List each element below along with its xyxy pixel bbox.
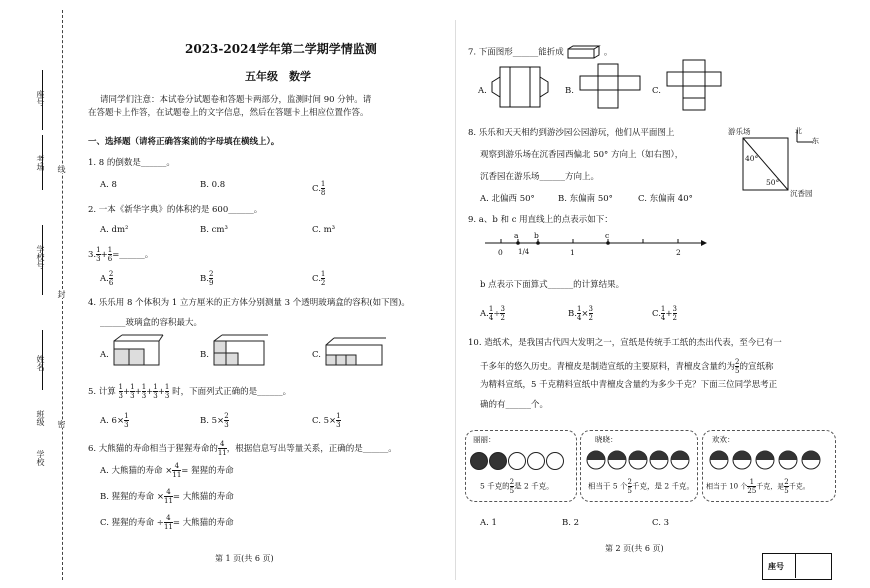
q5-stem: 5. 计算 $\frac{1}{3}$ + $\frac{1}{3}$ + $\frac{1}{3}$ + $\frac{1}{3}$ + $\frac{1}{3}$ 时，下面列式正确的是______。 xyxy=(88,383,292,400)
numerator: 1 xyxy=(320,270,326,278)
q4-option-c: C. xyxy=(312,350,321,360)
fraction xyxy=(164,488,173,505)
fraction xyxy=(209,270,213,287)
angle-40-label: 40° xyxy=(745,154,759,163)
option-text: = 大熊猫的寿命 xyxy=(172,518,234,528)
text: 相当于 10 个 xyxy=(706,482,748,491)
fraction xyxy=(321,270,325,287)
q4-option-b: B. xyxy=(200,350,209,360)
underline xyxy=(42,70,43,130)
point-c-label: c xyxy=(605,231,610,240)
numerator: 2 xyxy=(627,478,633,486)
q10-option-a: A. 1 xyxy=(480,518,497,528)
seat-number-label: 座号 xyxy=(36,90,45,106)
numerator: 1 xyxy=(107,246,113,254)
paper-circle xyxy=(489,452,507,470)
q6-tail: ，根据信息写出等量关系，正确的是______。 xyxy=(226,444,397,454)
q3-stem xyxy=(88,246,153,263)
q5-tail: 时，下面列式正确的是______。 xyxy=(172,387,292,397)
student-id-label: 学校号 xyxy=(36,245,45,269)
numerator: 1 xyxy=(488,305,494,313)
student-lili-name: 丽丽： xyxy=(473,435,496,444)
denominator: 5 xyxy=(509,487,515,495)
numerator: 1 xyxy=(660,305,666,313)
numerator: 1 xyxy=(320,180,326,188)
q10-stem-line-1: 10. 造纸术，是我国古代四大发明之一，宣纸是传统手工纸的杰出代表，至今已有一 xyxy=(468,338,782,348)
student-huanhuan-text xyxy=(706,478,810,495)
denominator: 8 xyxy=(320,189,326,197)
tick-1-label: 1 xyxy=(570,248,575,257)
denominator: 5 xyxy=(627,487,633,495)
denominator: 9 xyxy=(208,279,214,287)
q5-lead: 5. 计算 xyxy=(88,387,116,397)
q6-lead: 6. 大熊猫的寿命相当于猩猩寿命的 xyxy=(88,444,218,454)
fraction xyxy=(673,305,677,322)
q2-option-c: C. m³ xyxy=(312,225,336,235)
q1-option-a: A. 8 xyxy=(100,180,117,190)
numerator: 1 xyxy=(118,383,123,391)
text: 相当于 5 个 xyxy=(588,481,628,491)
q1-option-b: B. 0.8 xyxy=(200,180,226,190)
net-b-figure xyxy=(578,62,643,112)
denominator: 6 xyxy=(107,255,113,263)
name-label: 姓名 xyxy=(36,355,45,371)
denominator: 25 xyxy=(747,487,757,495)
tick-0-label: 0 xyxy=(498,248,503,257)
operator: + xyxy=(665,309,673,319)
numerator: 1 xyxy=(164,383,170,391)
denominator: 11 xyxy=(163,497,173,505)
angle-50-label: 50° xyxy=(766,178,780,187)
denominator: 3 xyxy=(164,392,170,400)
denominator: 5 xyxy=(735,367,740,375)
option-label: C. xyxy=(652,309,661,319)
numerator: 2 xyxy=(509,478,515,486)
denominator: 2 xyxy=(672,314,677,322)
seal-text-seal: 封 xyxy=(57,290,66,298)
q9-option-c xyxy=(652,305,677,322)
exam-room-label: 考场 xyxy=(36,155,45,171)
text: 是 2 千克。 xyxy=(514,481,554,491)
q8-option-b: B. 东偏南 50° xyxy=(558,194,613,204)
q8-option-a: A. 北偏西 50° xyxy=(480,194,535,204)
numerator: 1 xyxy=(130,383,135,391)
numerator: 1 xyxy=(336,412,341,420)
numerator: 2 xyxy=(224,412,229,420)
fraction xyxy=(172,462,181,479)
seal-text-secret: 密 xyxy=(57,420,66,428)
numerator: 1 xyxy=(747,478,756,487)
q10-stem-line-4: 确的有______个。 xyxy=(480,400,549,410)
cuboid-icon xyxy=(567,45,601,59)
paper-circle xyxy=(470,452,488,470)
q6-option-b xyxy=(100,488,234,505)
text: 千克。 xyxy=(788,482,810,491)
class-label: 班级 xyxy=(36,410,45,426)
denominator: 3 xyxy=(141,392,147,400)
denominator: 3 xyxy=(153,392,158,400)
q6-option-a xyxy=(100,462,234,479)
underline xyxy=(42,135,43,190)
q6-option-c xyxy=(100,514,234,531)
numerator: 3 xyxy=(672,305,677,313)
fraction xyxy=(321,180,325,197)
east-label: 东 xyxy=(812,137,819,145)
q2-stem: 2. 一本《新华字典》的体积约是 600______。 xyxy=(88,205,263,215)
denominator: 3 xyxy=(96,255,101,263)
option-label: B. xyxy=(568,309,577,319)
fraction xyxy=(130,383,134,400)
section-heading: 一、选择题（请将正确答案前的字母填在横线上）。 xyxy=(88,137,280,147)
numerator: 1 xyxy=(141,383,147,391)
fraction xyxy=(218,440,227,457)
numerator: 2 xyxy=(208,270,214,278)
operator: ÷ xyxy=(493,309,501,319)
student-lili-text xyxy=(480,478,554,495)
option-label: A. xyxy=(100,274,109,284)
page-footer-right: 第 2 页(共 6 页) xyxy=(605,544,664,553)
denominator: 6 xyxy=(108,279,114,287)
denominator: 5 xyxy=(784,487,789,495)
q5-option-c xyxy=(312,412,341,429)
q3-option-c xyxy=(312,270,325,287)
q10-line2-tail: 的宣纸称 xyxy=(739,362,774,372)
page-divider xyxy=(455,20,456,580)
student-huanhuan-name: 欢欢： xyxy=(712,435,735,444)
numerator: 3 xyxy=(588,305,594,313)
option-text: = 大熊猫的寿命 xyxy=(172,492,234,502)
q10-option-b: B. 2 xyxy=(562,518,580,528)
q9-stem-line-2: b 点表示下面算式______的计算结果。 xyxy=(480,280,625,290)
fraction xyxy=(165,383,169,400)
denominator: 4 xyxy=(660,314,666,322)
point-b-label: b xyxy=(534,231,539,240)
tick-2-label: 2 xyxy=(676,248,681,257)
school-label: 学校 xyxy=(36,450,45,466)
numerator: 4 xyxy=(164,514,173,523)
north-label: 北 xyxy=(795,127,802,135)
map-amusement-park-label: 游乐场 xyxy=(728,127,751,136)
plus-sign: + xyxy=(100,250,108,260)
net-a-figure xyxy=(490,62,550,112)
option-text: A. 大熊猫的寿命 × xyxy=(100,466,173,476)
fraction xyxy=(224,412,228,429)
fraction xyxy=(500,305,504,322)
q9-option-b xyxy=(568,305,593,322)
q8-stem-line-1: 8. 乐乐和天天相约到游沙园公园游玩，他们从平面图上 xyxy=(468,128,675,138)
fraction xyxy=(747,478,756,495)
q5-option-a xyxy=(100,412,129,429)
q8-option-c: C. 东偏南 40° xyxy=(638,194,693,204)
q10-line2-text: 千多年的悠久历史。青檀皮是制造宣纸的主要原料，青檀皮含量约为 xyxy=(480,362,736,372)
option-label: A. 6× xyxy=(100,416,125,426)
option-label: C. xyxy=(312,274,321,284)
seat-number-box-label: 座号 xyxy=(768,561,784,571)
q9-stem: 9. a、b 和 c 用直线上的点表示如下： xyxy=(468,215,613,225)
q6-stem xyxy=(88,440,397,457)
q8-stem-line-2: 观察到游乐场在沉香园西偏北 50° 方向上（如右图）， xyxy=(480,150,684,160)
fraction xyxy=(164,514,173,531)
q10-option-c: C. 3 xyxy=(652,518,670,528)
denominator: 3 xyxy=(224,421,229,429)
text: 千克，是 2 千克。 xyxy=(632,481,695,491)
exam-title: 2023-2024学年第二学期学情监测 xyxy=(185,42,377,56)
option-text: B. 猩猩的寿命 × xyxy=(100,492,164,502)
denominator: 2 xyxy=(588,314,594,322)
denominator: 3 xyxy=(118,392,123,400)
numerator: 4 xyxy=(172,462,181,471)
fraction xyxy=(119,383,123,400)
q10-stem-line-3: 为精料宣纸，5 千克精料宣纸中青檀皮含量约为多少千克？下面三位同学思考正 xyxy=(480,380,778,390)
page-footer-left: 第 1 页(共 6 页) xyxy=(215,554,274,563)
text: 千克，是 xyxy=(756,482,785,491)
q7-lead: 7. 下面图形______能折成 xyxy=(468,47,564,58)
q2-option-b: B. cm³ xyxy=(200,225,228,235)
option-label: A. xyxy=(480,309,489,319)
fraction xyxy=(153,383,157,400)
q5-option-b xyxy=(200,412,229,429)
q4-option-a: A. xyxy=(100,350,109,360)
q7-tail: 。 xyxy=(603,47,613,58)
fraction xyxy=(589,305,593,322)
glass-box-a-figure xyxy=(110,333,165,368)
instruction-line-2: 在答题卡上作答，在试题卷上的文字信息，然后在答题卡上相应位置作答。 xyxy=(88,108,369,118)
q10-stem-line-2 xyxy=(480,358,774,375)
q7-stem xyxy=(468,45,612,59)
denominator: 11 xyxy=(172,471,182,479)
numerator: 1 xyxy=(576,305,582,313)
glass-box-b-figure xyxy=(210,333,270,368)
denominator: 3 xyxy=(336,421,341,429)
numerator: 2 xyxy=(108,270,114,278)
seal-text-line: 线 xyxy=(57,165,66,173)
option-text: = 猩猩的寿命 xyxy=(181,466,234,476)
denominator: 4 xyxy=(576,314,582,322)
q3-option-a xyxy=(100,270,113,287)
fraction xyxy=(142,383,146,400)
q1-stem: 1. 8 的倒数是______。 xyxy=(88,158,175,168)
denominator: 4 xyxy=(488,314,494,322)
option-label: B. 5× xyxy=(200,416,225,426)
numerator: 2 xyxy=(735,358,740,366)
underline xyxy=(42,330,43,390)
q1-option-c-label: C. xyxy=(312,184,321,194)
text: 5 千克的 xyxy=(480,481,510,491)
equals-blank: =______。 xyxy=(112,250,154,260)
paper-circles-xiaoxiao xyxy=(585,450,693,470)
q4-stem-line-1: 4. 乐乐用 8 个体积为 1 立方厘米的正方体分别测量 3 个透明玻璃盒的容积(如下图)。 xyxy=(88,298,410,308)
student-xiaoxiao-name: 晓晓： xyxy=(595,435,618,444)
option-label: C. 5× xyxy=(312,416,337,426)
glass-box-c-figure xyxy=(322,333,387,368)
numerator: 1 xyxy=(124,412,129,420)
fraction xyxy=(336,412,340,429)
net-c-figure xyxy=(665,58,725,112)
denominator: 3 xyxy=(124,421,129,429)
q7-option-c: C. xyxy=(652,86,661,96)
exam-subtitle: 五年级 数学 xyxy=(245,70,311,83)
tick-quarter-label: 1/4 xyxy=(518,248,530,256)
q7-option-b: B. xyxy=(565,86,574,96)
denominator: 11 xyxy=(217,449,227,457)
q3-option-b xyxy=(200,270,213,287)
underline xyxy=(42,225,43,295)
option-text: C. 猩猩的寿命 ÷ xyxy=(100,518,164,528)
paper-circle xyxy=(546,452,564,470)
numerator: 4 xyxy=(164,488,173,497)
numerator: 4 xyxy=(218,440,227,449)
denominator: 11 xyxy=(163,523,173,531)
fraction xyxy=(124,412,128,429)
numerator: 2 xyxy=(784,478,789,486)
student-xiaoxiao-text xyxy=(588,478,694,495)
denominator: 2 xyxy=(320,279,326,287)
q4-stem-line-2: ______玻璃盒的容积最大。 xyxy=(100,318,203,328)
point-a-label: a xyxy=(514,231,519,240)
seat-box-divider xyxy=(795,553,796,578)
q1-option-c xyxy=(312,180,325,197)
q9-option-a xyxy=(480,305,505,322)
q2-option-a: A. dm² xyxy=(100,225,129,235)
paper-circle xyxy=(508,452,526,470)
option-label: B. xyxy=(200,274,209,284)
paper-circle xyxy=(527,452,545,470)
operator: × xyxy=(581,309,589,319)
instruction-line-1: 请同学们注意：本试卷分试题卷和答题卡两部分，监测时间 90 分钟。请 xyxy=(100,95,372,105)
q3-number: 3. xyxy=(88,250,97,260)
q8-stem-line-3: 沉香园在游乐场______方向上。 xyxy=(480,172,600,182)
q7-option-a: A. xyxy=(478,86,487,96)
denominator: 2 xyxy=(500,314,505,322)
numerator: 1 xyxy=(96,246,101,254)
numerator: 3 xyxy=(500,305,505,313)
paper-circles-huanhuan xyxy=(708,450,828,470)
denominator: 3 xyxy=(130,392,135,400)
numerator: 1 xyxy=(153,383,158,391)
map-agarwood-garden-label: 沉香园 xyxy=(790,189,813,198)
fraction xyxy=(109,270,113,287)
